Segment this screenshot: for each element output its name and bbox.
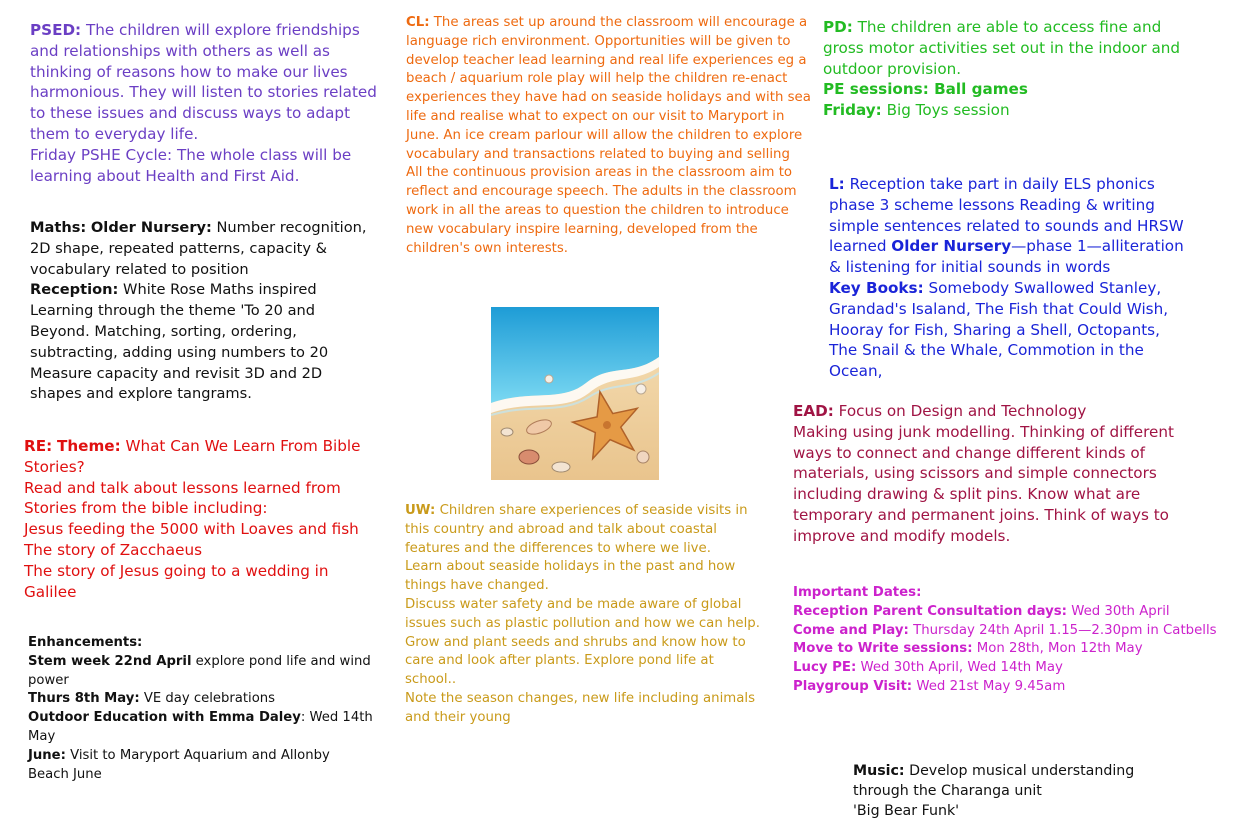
maths-reception-label: Reception: bbox=[30, 281, 119, 299]
literacy-paragraph bbox=[829, 174, 1189, 278]
date-label: Come and Play: bbox=[793, 622, 909, 638]
enhancements-heading: Enhancements: bbox=[28, 635, 143, 650]
maths-reception bbox=[30, 280, 375, 405]
pd-friday-label: Friday: bbox=[823, 101, 882, 120]
pd-friday bbox=[823, 100, 1203, 121]
literacy-books-text: Somebody Swallowed Stanley, Grandad's Isaland, The Fish that Could Wish, Hooray for Fish, Sharing a Shell, Octopants, The Snail & the Whale, Commotion in the Ocean, bbox=[829, 278, 1169, 381]
seaside-starfish-image bbox=[491, 307, 659, 480]
ead-title bbox=[793, 401, 1193, 422]
enhancement-label: June: bbox=[28, 747, 66, 763]
ead-focus: Focus on Design and Technology bbox=[838, 402, 1087, 420]
date-item bbox=[793, 640, 1223, 659]
important-dates-section bbox=[793, 584, 1223, 697]
re-line: The story of Zacchaeus bbox=[24, 540, 202, 559]
re-heading: RE: bbox=[24, 437, 53, 455]
date-label: Move to Write sessions: bbox=[793, 641, 973, 657]
music-section bbox=[853, 761, 1153, 821]
date-item bbox=[793, 622, 1223, 641]
enhancement-text: Visit to Maryport Aquarium and Allonby Beach June bbox=[28, 747, 330, 782]
date-label: Playgroup Visit: bbox=[793, 678, 913, 694]
ead-text: Making using junk modelling. Thinking of different ways to connect and change different kinds of materials, using scissors and simple connectors including drawing & split pins. Know what are temporary and permanent joins. Think of ways to improve and modify models. bbox=[793, 422, 1174, 545]
cl-text: The areas set up around the classroom will encourage a language rich environment. Opportunities will be given to develop teacher lead learning and real life experiences eg a beach / aquarium role play will help the children re-enact experiences they have had on seaside holidays and with sea life and realise what to expect on our visit to Maryport in June. An ice cream parlour will allow the children to explore vocabulary and transactions related to buying and selling bbox=[406, 15, 811, 162]
literacy-books bbox=[829, 278, 1189, 382]
date-label: Reception Parent Consultation days: bbox=[793, 603, 1067, 619]
maths-older-label: Older Nursery: bbox=[90, 219, 212, 236]
date-item bbox=[793, 603, 1223, 622]
ead-section bbox=[793, 401, 1193, 547]
dates-heading: Important Dates: bbox=[793, 585, 922, 600]
re-theme-text: What Can We Learn From Bible Stories? bbox=[24, 437, 361, 476]
pd-paragraph bbox=[823, 17, 1203, 79]
date-label: Lucy PE: bbox=[793, 660, 857, 676]
uw-line: Note the season changes, new life including animals and their young bbox=[405, 690, 756, 725]
pd-heading: PD: bbox=[823, 18, 853, 36]
pd-text: The children are able to access fine and gross motor activities set out in the indoor and outdoor provision. bbox=[823, 18, 1181, 78]
enhancement-label: Thurs 8th May: bbox=[28, 691, 140, 707]
date-text: Wed 30th April, Wed 14th May bbox=[856, 660, 1063, 676]
psed-cycle: Friday PSHE Cycle: The whole class will be learning about Health and First Aid. bbox=[30, 145, 352, 185]
re-line: Jesus feeding the 5000 with Loaves and fish bbox=[24, 520, 359, 539]
literacy-heading: L: bbox=[829, 175, 845, 193]
cl-heading: CL: bbox=[406, 15, 430, 30]
literacy-text: Reception take part in daily ELS phonics phase 3 scheme lessons Reading & writing simple sentences related to sounds and HRSW learned bbox=[829, 175, 1184, 256]
psed-text: The children will explore friendships and relationships with others as well as thinking of reasons how to make our lives harmonious. They will listen to stories related to these issues and discuss ways to adapt them to everyday life. bbox=[30, 21, 377, 143]
enhancement-text: explore pond life and wind power bbox=[28, 653, 371, 688]
psed-section bbox=[30, 20, 380, 186]
music-paragraph bbox=[853, 761, 1153, 801]
uw-paragraph bbox=[405, 502, 765, 558]
date-text: Thursday 24th April 1.15—2.30pm in Catbells bbox=[908, 622, 1217, 638]
psed-paragraph bbox=[30, 20, 380, 145]
enhancement-item bbox=[28, 747, 373, 785]
cl-section bbox=[406, 14, 816, 258]
literacy-section bbox=[829, 174, 1189, 382]
music-heading: Music: bbox=[853, 763, 905, 779]
date-item bbox=[793, 678, 1223, 697]
enhancement-label: Outdoor Education with Emma Daley bbox=[28, 710, 301, 726]
uw-line: Discuss water safety and be made aware of global issues such as plastic pollution and how we can help. bbox=[405, 596, 760, 631]
uw-section bbox=[405, 502, 765, 728]
pd-friday-text: Big Toys session bbox=[886, 101, 1010, 120]
pd-pe-sessions: PE sessions: Ball games bbox=[823, 80, 1028, 99]
re-line: The story of Jesus going to a wedding in Galilee bbox=[24, 561, 329, 601]
re-theme-label: Theme: bbox=[56, 437, 121, 455]
enhancements-section bbox=[28, 634, 373, 784]
date-item bbox=[793, 659, 1223, 678]
re-section bbox=[24, 436, 369, 602]
maths-reception-text: White Rose Maths inspired Learning through the theme 'To 20 and Beyond. Matching, sorting, ordering, subtracting, adding using numbers to 20 Measure capacity and revisit 3D and 2D shapes and explore tangrams. bbox=[30, 281, 329, 403]
enhancement-item bbox=[28, 709, 373, 747]
uw-heading: UW: bbox=[405, 503, 436, 518]
literacy-older-text: —phase 1—alliteration & listening for initial sounds in words bbox=[829, 237, 1184, 277]
date-text: Mon 28th, Mon 12th May bbox=[972, 641, 1143, 657]
pd-section bbox=[823, 17, 1203, 121]
maths-older bbox=[30, 218, 375, 280]
enhancement-item bbox=[28, 653, 373, 691]
music-text: Develop musical understanding through the Charanga unit bbox=[853, 763, 1135, 799]
cl-text-2: All the continuous provision areas in the classroom aim to reflect and encourage speech. The adults in the classroom work in all the areas to question the children to introduce new vocabulary inspire learning, developed from the children's own interests. bbox=[406, 165, 797, 256]
ead-heading: EAD: bbox=[793, 402, 834, 420]
date-text: Wed 30th April bbox=[1066, 603, 1170, 619]
literacy-books-label: Key Books: bbox=[829, 278, 924, 297]
enhancement-label: Stem week 22nd April bbox=[28, 653, 192, 669]
maths-older-text: Number recognition, 2D shape, repeated patterns, capacity & vocabulary related to position bbox=[30, 219, 367, 278]
date-text: Wed 21st May 9.45am bbox=[912, 678, 1066, 694]
uw-line: Learn about seaside holidays in the past and how things have changed. bbox=[405, 559, 736, 594]
uw-text: Children share experiences of seaside visits in this country and abroad and talk about coastal features and the differences to where we live. bbox=[405, 503, 748, 556]
enhancement-item bbox=[28, 690, 373, 709]
re-theme bbox=[24, 436, 369, 478]
enhancement-text: VE day celebrations bbox=[139, 691, 276, 707]
enhancement-text: : Wed 14th May bbox=[28, 710, 373, 744]
maths-heading: Maths: bbox=[30, 219, 87, 236]
re-line: Read and talk about lessons learned from Stories from the bible including: bbox=[24, 478, 341, 518]
cl-paragraph bbox=[406, 14, 816, 164]
music-unit: 'Big Bear Funk' bbox=[853, 803, 960, 819]
literacy-older-label: Older Nursery bbox=[891, 237, 1012, 256]
psed-heading: PSED: bbox=[30, 21, 82, 39]
maths-section bbox=[30, 218, 375, 405]
uw-line: Grow and plant seeds and shrubs and know how to care and look after plants. Explore pond life at school.. bbox=[405, 634, 746, 688]
